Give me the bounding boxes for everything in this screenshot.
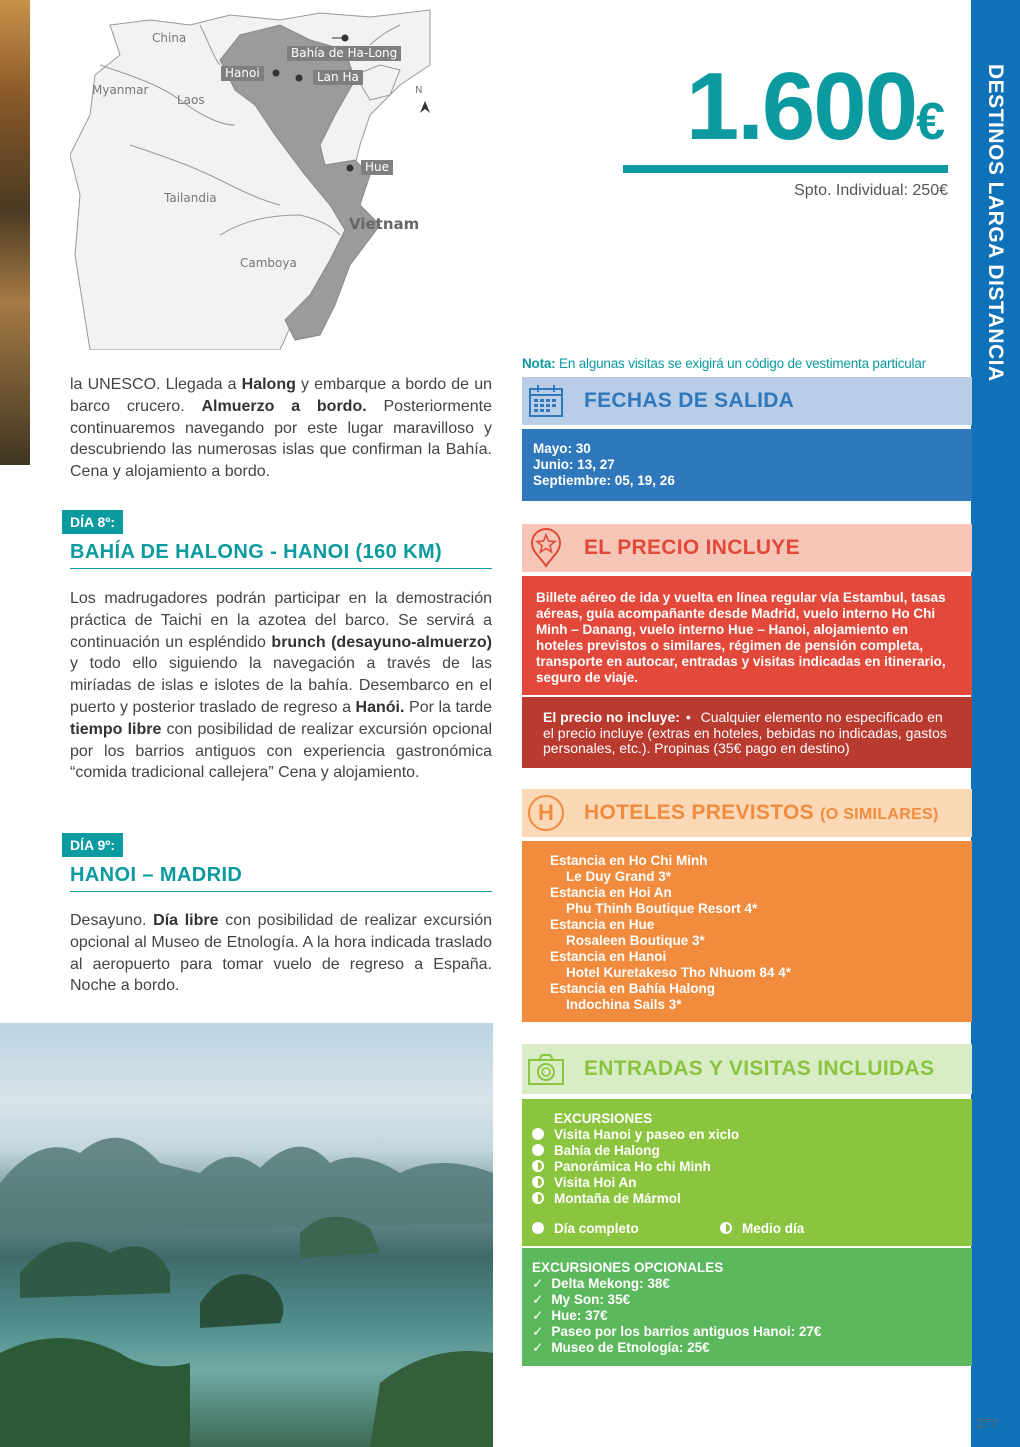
precio-no-incluye bbox=[522, 697, 972, 768]
section-label: DESTINOS LARGA DISTANCIA bbox=[984, 64, 1007, 382]
check-icon: ✓ bbox=[532, 1292, 544, 1307]
fechas-title: FECHAS DE SALIDA bbox=[584, 389, 795, 412]
map-label-myanmar: Myanmar bbox=[92, 83, 149, 97]
excursiones-box bbox=[522, 1099, 972, 1246]
full-day-icon bbox=[532, 1222, 544, 1234]
precio-incluye-text: Billete aéreo de ida y vuelta en línea regular vía Estambul, tasas aéreas, guía acompañante desde Madrid, vuelo interno Ho Chi Minh – Danang, vuelo interno Hue – Hanoi, alojamiento en hoteles previstos o similares, régimen de pensión completa, transporte en autocar, entradas y visitas indicadas en itinerario, seguro de viaje. bbox=[522, 576, 972, 695]
hoteles-list bbox=[522, 841, 972, 1022]
hotel-entry: Estancia en Hoi An Phu Thinh Boutique Resort 4* bbox=[550, 885, 758, 916]
fecha-item: Septiembre: 05, 19, 26 bbox=[533, 473, 675, 488]
fechas-header bbox=[522, 377, 972, 425]
full-day-icon bbox=[532, 1144, 544, 1156]
opcional-item: ✓ Hue: 37€ bbox=[532, 1308, 608, 1323]
half-day-icon bbox=[532, 1176, 544, 1188]
legend-full-day: Día completo bbox=[532, 1221, 720, 1237]
map-label-china: China bbox=[152, 31, 187, 45]
map-label-laos: Laos bbox=[177, 93, 205, 107]
opcionales-title: EXCURSIONES OPCIONALES bbox=[532, 1260, 724, 1275]
check-icon: ✓ bbox=[532, 1340, 544, 1355]
day-8-paragraph: Los madrugadores podrán participar en la demostración práctica de Taichi en la azotea del barco. Se servirá a continuación un espléndido brunch (desayuno-almuerzo) y todo ello siguiendo la navegación a través de las miríadas de islas e islotes de la bahía. Desembarco en el puerto y posterior traslado de regreso a Hanói. Por la tarde tiempo libre con posibilidad de realizar excursión opcional por los barrios antiguos con experiencia gastronómica “comida tradicional callejera” Cena y alojamiento. bbox=[70, 590, 493, 782]
vietnam-map bbox=[70, 5, 440, 350]
excursion-item: Visita Hoi An bbox=[532, 1175, 962, 1191]
page-number: 277 bbox=[976, 1416, 998, 1431]
precio-title: EL PRECIO INCLUYE bbox=[584, 536, 800, 559]
full-day-icon bbox=[532, 1128, 544, 1140]
map-label-camboya: Camboya bbox=[240, 256, 297, 270]
excursion-legend bbox=[532, 1221, 962, 1237]
day-9-paragraph: Desayuno. Día libre con posibilidad de realizar excursión opcional al Museo de Etnología. A la hora indicada traslado al aeropuerto para tomar vuelo de regreso a España. Noche a bordo. bbox=[70, 912, 493, 995]
halong-bay-photo bbox=[0, 1023, 493, 1447]
opcional-item: ✓ Paseo por los barrios antiguos Hanoi: 27€ bbox=[532, 1324, 822, 1339]
map-north-label: N bbox=[415, 85, 423, 96]
hotel-entry: Estancia en Ho Chi Minh Le Duy Grand 3* bbox=[550, 853, 708, 884]
dress-code-note: Nota: En algunas visitas se exigirá un código de vestimenta particular bbox=[522, 356, 926, 371]
excursion-item: Visita Hanoi y paseo en xiclo bbox=[532, 1127, 962, 1143]
hotel-entry: Estancia en Hue Rosaleen Boutique 3* bbox=[550, 917, 705, 948]
excursiones-title: EXCURSIONES bbox=[554, 1111, 653, 1126]
fecha-item: Junio: 13, 27 bbox=[533, 457, 615, 472]
no-incluye-text: Cualquier elemento no especificado en el precio incluye (extras en hoteles, bebidas no indicadas, gastos personales, etc.). Propinas (35€ pago en destino) bbox=[543, 709, 947, 756]
excursion-item: Montaña de Mármol bbox=[532, 1191, 962, 1207]
hoteles-title: HOTELES PREVISTOS (O SIMILARES) bbox=[584, 801, 939, 824]
map-city-hue: Hue bbox=[361, 160, 393, 175]
price-value: 1.600 bbox=[685, 53, 917, 160]
day-8-tag: DÍA 8º: bbox=[62, 510, 123, 534]
check-icon: ✓ bbox=[532, 1308, 544, 1323]
check-icon: ✓ bbox=[532, 1276, 544, 1291]
hotel-icon: H bbox=[522, 789, 570, 837]
opcional-item: ✓ Museo de Etnología: 25€ bbox=[532, 1340, 710, 1355]
bay-illustration bbox=[0, 1023, 493, 1447]
hoteles-subtitle: (O SIMILARES) bbox=[820, 806, 939, 823]
calendar-icon bbox=[522, 377, 570, 425]
map-label-tailandia: Tailandia bbox=[164, 191, 217, 205]
precio-header bbox=[522, 524, 972, 572]
map-label-vietnam: Vietnam bbox=[349, 215, 420, 233]
fecha-item: Mayo: 30 bbox=[533, 441, 591, 456]
badge-star-icon bbox=[522, 524, 570, 572]
excursion-item: Panorámica Ho chi Minh bbox=[532, 1159, 962, 1175]
camera-icon bbox=[522, 1045, 570, 1093]
fechas-list bbox=[522, 429, 972, 501]
intro-paragraph: la UNESCO. Llegada a Halong y embarque a bordo de un barco crucero. Almuerzo a bordo. Posteriormente continuaremos navegando por este lugar maravilloso y descubriendo las numerosas islas que confirman la Bahía. Cena y alojamiento a bordo. bbox=[70, 376, 493, 481]
entradas-header bbox=[522, 1044, 972, 1094]
section-sidebar bbox=[971, 0, 1020, 1447]
map-city-lanha: Lan Ha bbox=[313, 70, 363, 85]
single-supplement: Spto. Individual: 250€ bbox=[794, 182, 948, 199]
legend-half-day: Medio día bbox=[720, 1221, 804, 1237]
excursion-item: Bahía de Halong bbox=[532, 1143, 962, 1159]
day-9-tag: DÍA 9º: bbox=[62, 833, 123, 857]
opcional-item: ✓ Delta Mekong: 38€ bbox=[532, 1276, 670, 1291]
price-divider bbox=[623, 165, 948, 173]
map-city-halong: Bahía de Ha-Long bbox=[287, 46, 401, 61]
half-day-icon bbox=[532, 1192, 544, 1204]
hotel-entry: Estancia en Hanoi Hotel Kuretakeso Tho Nhuom 84 4* bbox=[550, 949, 792, 980]
half-day-icon bbox=[532, 1160, 544, 1172]
hotel-entry: Estancia en Bahía Halong Indochina Sails 3* bbox=[550, 981, 716, 1012]
sunset-photo-strip bbox=[0, 0, 30, 465]
day-8-title: BAHÍA DE HALONG - HANOI (160 KM) bbox=[70, 541, 492, 569]
map-city-hanoi: Hanoi bbox=[221, 66, 264, 81]
opcionales-box bbox=[522, 1248, 972, 1366]
opcional-item: ✓ My Son: 35€ bbox=[532, 1292, 631, 1307]
no-incluye-label: El precio no incluye: bbox=[543, 709, 680, 725]
entradas-title: ENTRADAS Y VISITAS INCLUIDAS bbox=[584, 1057, 935, 1080]
price-currency: € bbox=[916, 93, 945, 151]
no-incluye-bullet: • bbox=[685, 709, 691, 725]
half-day-icon bbox=[720, 1222, 732, 1234]
day-9-title: HANOI – MADRID bbox=[70, 864, 492, 892]
hoteles-header bbox=[522, 789, 972, 837]
check-icon: ✓ bbox=[532, 1324, 544, 1339]
price-amount bbox=[686, 52, 945, 177]
